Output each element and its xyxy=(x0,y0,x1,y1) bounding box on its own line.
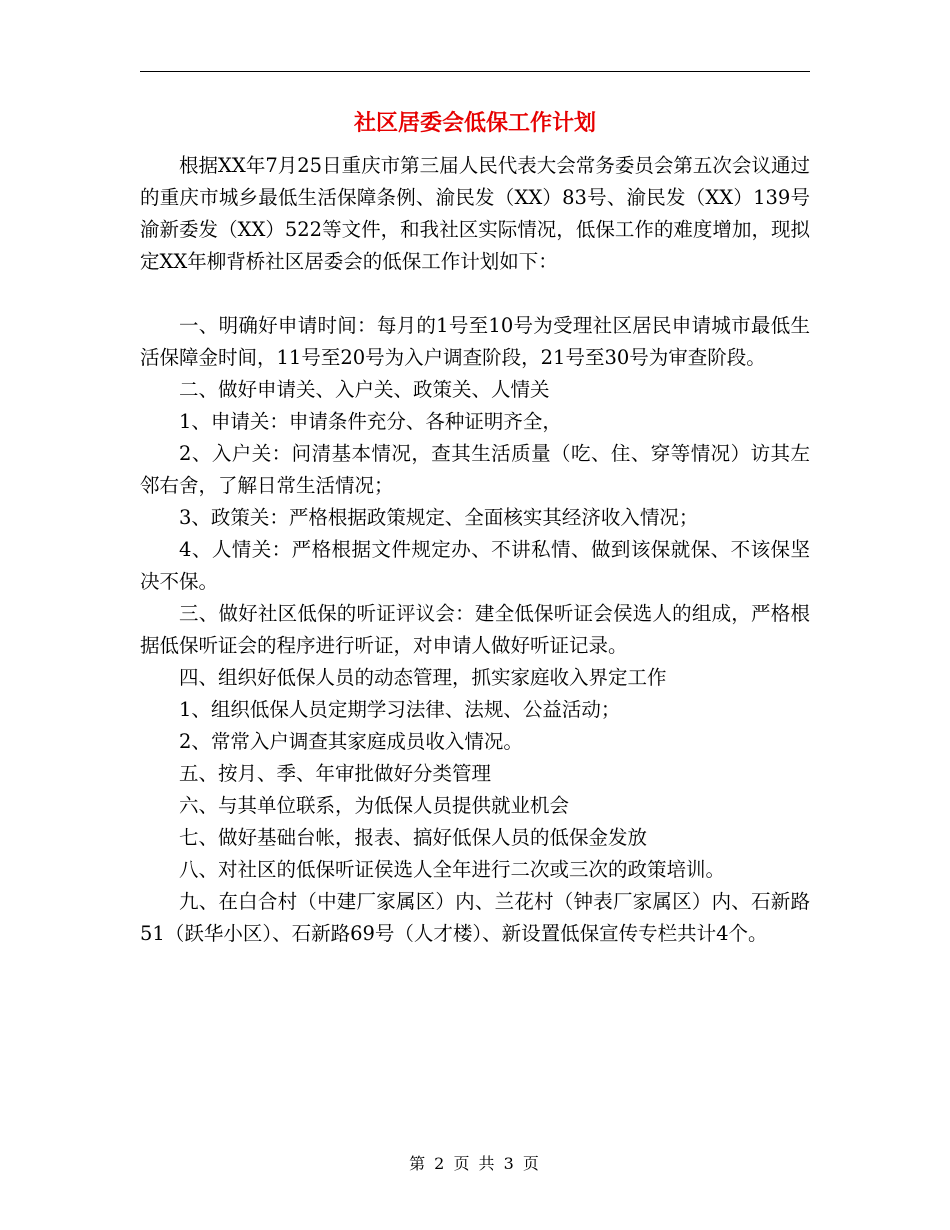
paragraph-section-1: 一、明确好申请时间：每月的1号至10号为受理社区居民申请城市最低生活保障金时间，11号至20号为入户调查阶段，21号至30号为审查阶段。 xyxy=(140,314,810,369)
paragraph-item-4-2: 2、常常入户调查其家庭成员收入情况。 xyxy=(179,730,523,753)
paragraph-section-9: 九、在白合村（中建厂家属区）内、兰花村（钟表厂家属区）内、石新路51（跃华小区）、石新路69号（人才楼）、新设置低保宣传专栏共计4个。 xyxy=(140,890,810,945)
paragraph-section-5: 五、按月、季、年审批做好分类管理 xyxy=(179,762,492,785)
document-body xyxy=(140,150,810,950)
paragraph-item-4-1: 1、组织低保人员定期学习法律、法规、公益活动； xyxy=(179,698,621,721)
paragraph-section-4: 四、组织好低保人员的动态管理，抓实家庭收入界定工作 xyxy=(179,666,667,689)
page-number: 第 2 页 共 3 页 xyxy=(409,1154,541,1173)
paragraph-item-2-1: 1、申请关：申请条件充分、各种证明齐全， xyxy=(179,410,562,433)
paragraph-section-2: 二、做好申请关、入户关、政策关、人情关 xyxy=(179,378,550,401)
paragraph-section-7: 七、做好基础台帐，报表、搞好低保人员的低保金发放 xyxy=(179,826,648,849)
paragraph-intro: 根据XX年7月25日重庆市第三届人民代表大会常务委员会第五次会议通过的重庆市城乡最低生活保障条例、渝民发（XX）83号、渝民发（XX）139号渝新委发（XX）522等文件，和我社区实际情况，低保工作的难度增加，现拟定XX年柳背桥社区居委会的低保工作计划如下： xyxy=(140,154,810,273)
paragraph-item-2-3: 3、政策关：严格根据政策规定、全面核实其经济收入情况； xyxy=(179,506,699,529)
paragraph-item-2-4: 4、人情关：严格根据文件规定办、不讲私情、做到该保就保、不该保坚决不保。 xyxy=(140,538,810,593)
header-rule xyxy=(140,71,810,72)
paragraph-section-8: 八、对社区的低保听证侯选人全年进行二次或三次的政策培训。 xyxy=(179,858,726,881)
paragraph-item-2-2: 2、入户关：问清基本情况，查其生活质量（吃、住、穿等情况）访其左邻右舍，了解日常生活情况； xyxy=(140,442,810,497)
paragraph-section-6: 六、与其单位联系，为低保人员提供就业机会 xyxy=(179,794,570,817)
paragraph-section-3: 三、做好社区低保的听证评议会：建全低保听证会侯选人的组成，严格根据低保听证会的程序进行听证，对申请人做好听证记录。 xyxy=(140,602,810,657)
document-title: 社区居委会低保工作计划 xyxy=(353,111,596,136)
